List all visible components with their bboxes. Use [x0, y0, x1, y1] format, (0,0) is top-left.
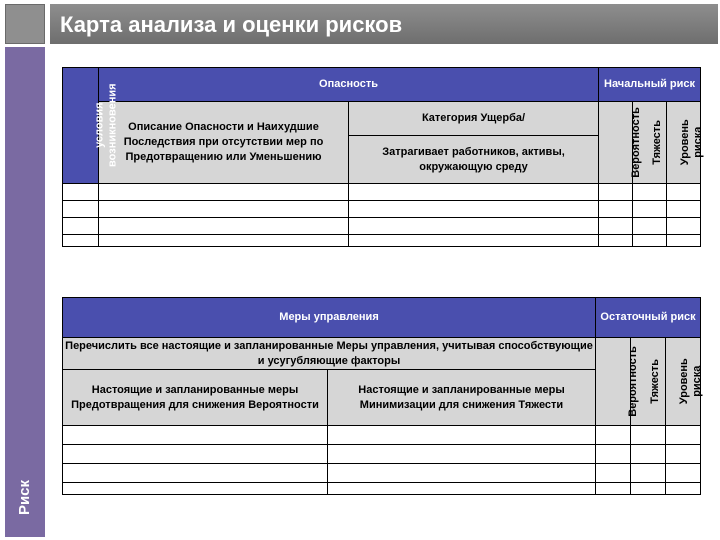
risk-level-header: Уровень риска [667, 102, 701, 184]
table-row [63, 184, 701, 201]
table-row [63, 218, 701, 235]
table-row [63, 426, 701, 445]
side-bar [5, 47, 45, 537]
table-row [63, 235, 701, 247]
corner-square [5, 4, 45, 44]
risk-level-header: Уровень риска [666, 338, 701, 426]
hazard-description-header: Описание Опасности и Наихудшие Последствия при отсутствии мер по Предотвращению или Уменьшению [99, 102, 349, 184]
table-row [63, 445, 701, 464]
residual-risk-header: Остаточный риск [596, 298, 701, 338]
side-label: Риск [16, 479, 34, 515]
table-row [63, 464, 701, 483]
title-bar [50, 4, 718, 44]
affects-header: Затрагивает работников, активы, окружающую среду [349, 136, 599, 184]
conditions-header: условия возникновения [63, 68, 99, 184]
page-title: Карта анализа и оценки рисков [60, 12, 403, 37]
table-row [63, 483, 701, 495]
severity-header: Тяжесть [631, 338, 666, 426]
hazard-table [62, 67, 705, 247]
control-measures-header: Меры управления [63, 298, 596, 338]
controls-table [62, 297, 704, 495]
prevention-measures-header: Настоящие и запланированные меры Предотвращения для снижения Вероятности [63, 370, 328, 426]
damage-category-header: Категория Ущерба/ [349, 102, 599, 136]
table-row [63, 201, 701, 218]
mitigation-measures-header: Настоящие и запланированные меры Минимизации для снижения Тяжести [328, 370, 596, 426]
probability-header: Вероятность [599, 102, 633, 184]
initial-risk-header: Начальный риск [599, 68, 701, 102]
severity-header: Тяжесть [633, 102, 667, 184]
list-measures-header: Перечислить все настоящие и запланированные Меры управления, учитывая способствующие и усугубляющие факторы [63, 338, 596, 370]
hazard-header: Опасность [99, 68, 599, 102]
probability-header: Вероятность [596, 338, 631, 426]
